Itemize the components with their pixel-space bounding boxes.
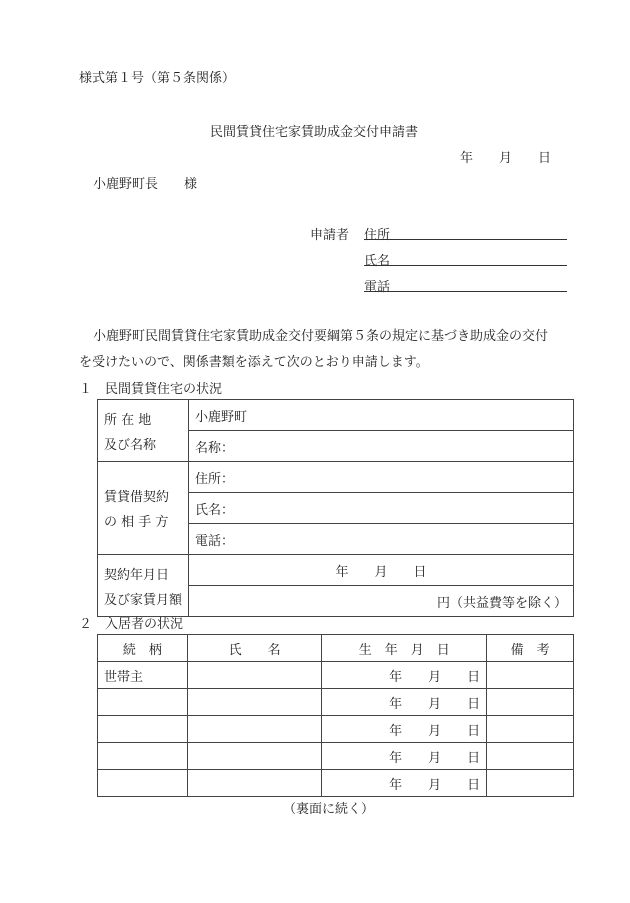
applicant-name-label: 氏名 bbox=[364, 254, 391, 269]
birthdate-cell[interactable]: 年 月 日 bbox=[322, 743, 487, 770]
table-row bbox=[98, 662, 574, 689]
applicant-address-label: 住所 bbox=[364, 228, 391, 243]
relation-cell[interactable] bbox=[98, 716, 188, 743]
birthdate-cell[interactable]: 年 月 日 bbox=[322, 770, 487, 797]
form-number: 様式第１号（第５条関係） bbox=[79, 71, 236, 86]
location-value[interactable]: 小鹿野町 bbox=[189, 400, 574, 431]
name-cell[interactable] bbox=[187, 743, 322, 770]
document-title: 民間賃貸住宅家賃助成金交付申請書 bbox=[210, 125, 419, 140]
table-row bbox=[98, 716, 574, 743]
table-row bbox=[98, 770, 574, 797]
applicant-name-line[interactable] bbox=[364, 265, 567, 266]
continued-note: （裏面に続く） bbox=[283, 802, 375, 817]
birthdate-cell[interactable]: 年 月 日 bbox=[322, 689, 487, 716]
applicant-phone-label: 電話 bbox=[364, 280, 391, 295]
remarks-cell[interactable] bbox=[487, 662, 574, 689]
section1-heading: １ 民間賃貸住宅の状況 bbox=[79, 382, 223, 397]
remarks-cell[interactable] bbox=[487, 743, 574, 770]
monthly-rent[interactable]: 円（共益費等を除く） bbox=[189, 586, 574, 617]
header-birthdate: 生 年 月 日 bbox=[322, 635, 487, 662]
contract-date[interactable]: 年 月 日 bbox=[189, 555, 574, 586]
section2-heading: ２ 入居者の状況 bbox=[79, 617, 184, 632]
relation-cell[interactable]: 世帯主 bbox=[98, 662, 188, 689]
name-cell[interactable] bbox=[187, 770, 322, 797]
property-name[interactable]: 名称： bbox=[189, 431, 574, 462]
name-cell[interactable] bbox=[187, 662, 322, 689]
remarks-cell[interactable] bbox=[487, 716, 574, 743]
applicant-phone-line[interactable] bbox=[364, 291, 567, 292]
body-text-line2: を受けたいので、関係書類を添えて次のとおり申請します。 bbox=[79, 355, 429, 370]
location-label: 所 在 地 及び名称 bbox=[98, 400, 189, 462]
date-line: 年 月 日 bbox=[460, 151, 552, 166]
landlord-name[interactable]: 氏名： bbox=[189, 493, 574, 524]
table-row bbox=[98, 689, 574, 716]
header-remarks: 備 考 bbox=[487, 635, 574, 662]
landlord-address[interactable]: 住所： bbox=[189, 462, 574, 493]
residents-table bbox=[97, 634, 574, 797]
body-text-line1: 小鹿野町民間賃貸住宅家賃助成金交付要綱第５条の規定に基づき助成金の交付 bbox=[93, 329, 549, 344]
relation-cell[interactable] bbox=[98, 743, 188, 770]
landlord-label: 賃貸借契約 の 相 手 方 bbox=[98, 462, 189, 555]
header-name: 氏 名 bbox=[187, 635, 322, 662]
applicant-label: 申請者 bbox=[310, 228, 350, 243]
birthdate-cell[interactable]: 年 月 日 bbox=[322, 716, 487, 743]
relation-cell[interactable] bbox=[98, 689, 188, 716]
addressee: 小鹿野町長 様 bbox=[93, 177, 198, 192]
name-cell[interactable] bbox=[187, 689, 322, 716]
birthdate-cell[interactable]: 年 月 日 bbox=[322, 662, 487, 689]
landlord-phone[interactable]: 電話： bbox=[189, 524, 574, 555]
remarks-cell[interactable] bbox=[487, 689, 574, 716]
housing-table bbox=[97, 399, 574, 617]
name-cell[interactable] bbox=[187, 716, 322, 743]
applicant-address-line[interactable] bbox=[364, 239, 567, 240]
remarks-cell[interactable] bbox=[487, 770, 574, 797]
residents-header-row bbox=[98, 635, 574, 662]
header-relation: 続 柄 bbox=[98, 635, 188, 662]
relation-cell[interactable] bbox=[98, 770, 188, 797]
contract-label: 契約年月日 及び家賃月額 bbox=[98, 555, 189, 617]
table-row bbox=[98, 743, 574, 770]
